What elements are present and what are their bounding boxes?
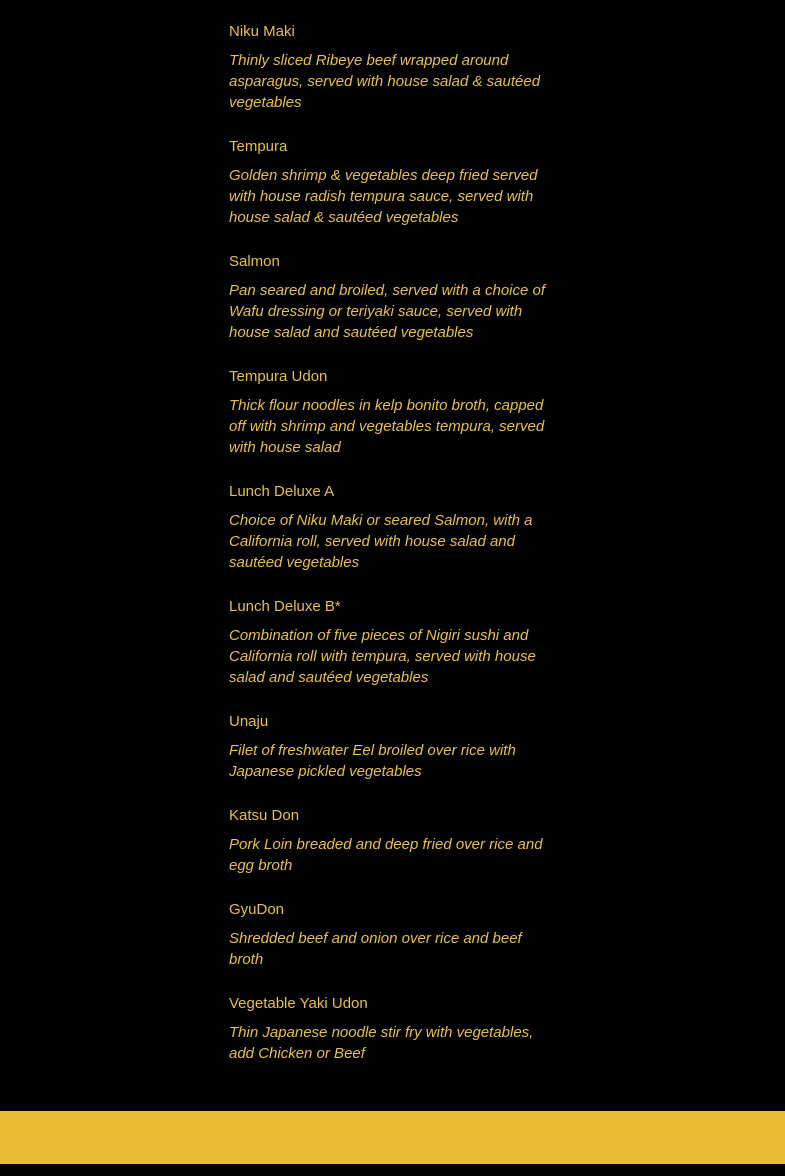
menu-item-description: Combination of five pieces of Nigiri sushi and California roll with tempura, served with house salad and sautéed vegetables [229,627,536,686]
menu-item [229,712,549,782]
menu-item [229,22,549,113]
menu-item-name: Niku Maki [229,23,295,40]
menu-item-name: Lunch Deluxe A [229,483,335,500]
menu-item-name: Tempura Udon [229,368,328,385]
menu-item-name: Katsu Don [229,807,300,824]
menu-item-description: Thinly sliced Ribeye beef wrapped around asparagus, served with house salad & sautéed vegetables [229,52,541,111]
menu-item [229,137,549,228]
menu-item-name: Vegetable Yaki Udon [229,995,368,1012]
footer-band [0,1111,785,1164]
menu-item [229,994,549,1064]
menu-item-description: Shredded beef and onion over rice and beef broth [229,930,522,968]
menu-item-description: Choice of Niku Maki or seared Salmon, with a California roll, served with house salad and sautéed vegetables [229,512,533,571]
menu-item-description: Filet of freshwater Eel broiled over rice with Japanese pickled vegetables [229,742,516,780]
menu-item [229,367,549,458]
menu-item-description: Golden shrimp & vegetables deep fried served with house radish tempura sauce, served with house salad & sautéed vegetables [229,167,538,226]
menu-item-name: Salmon [229,253,280,270]
menu-item-name: Tempura [229,138,288,155]
cut-off-description [229,0,549,2]
menu-item-description: Pork Loin breaded and deep fried over rice and egg broth [229,836,543,874]
menu-item-name: GyuDon [229,901,285,918]
menu-item-name: Unaju [229,713,269,730]
menu-item [229,597,549,688]
lunch-menu-list [229,0,549,1088]
menu-item [229,482,549,573]
menu-item [229,252,549,343]
menu-item-description: Pan seared and broiled, served with a choice of Wafu dressing or teriyaki sauce, served with house salad and sautéed vegetables [229,282,546,341]
menu-item-description: Thick flour noodles in kelp bonito broth, capped off with shrimp and vegetables tempura, served with house salad [229,397,545,456]
menu-item [229,806,549,876]
menu-item-description: Thin Japanese noodle stir fry with vegetables, add Chicken or Beef [229,1024,534,1062]
menu-item-name: Lunch Deluxe B* [229,598,341,615]
bottom-strip [0,1164,785,1176]
menu-item [229,900,549,970]
